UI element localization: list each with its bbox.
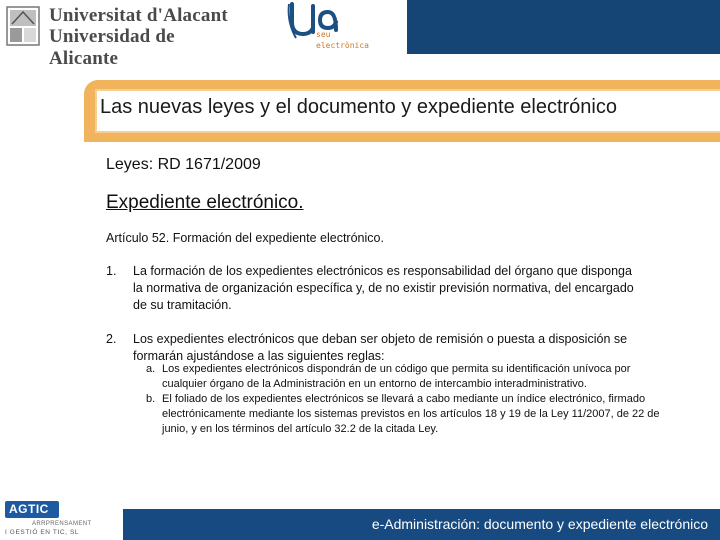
footer-text: e-Administración: documento y expediente electrónico	[371, 516, 708, 532]
header-blue-bar	[407, 0, 720, 54]
list-item	[106, 263, 696, 317]
university-shield-icon	[6, 6, 40, 46]
text-line: la normativa de organización específica y, de no existir previsión normativa, del encargado	[133, 281, 634, 295]
article-title: Artículo 52. Formación del expediente electrónico.	[106, 231, 384, 245]
sub-list-item-text	[162, 362, 630, 392]
list-item-number: 2.	[106, 332, 117, 346]
list-item-text	[133, 331, 627, 365]
sub-list-item	[146, 392, 716, 437]
text-line: Los expedientes electrónicos dispondrán de un código que permita su identificación unívoca por	[162, 363, 631, 375]
text-line: de su tramitación.	[133, 298, 232, 312]
sub-list-item	[146, 362, 706, 392]
text-line: cualquier órgano de la Administración en un entorno de intercambio interadministrativo.	[162, 378, 587, 390]
list-item	[106, 331, 696, 365]
text-line: electrónicamente mediante los sistemas previstos en los artículos 18 y 19 de la Ley 11/2007, de 22 de	[162, 408, 660, 420]
laws-line: Leyes: RD 1671/2009	[106, 156, 261, 173]
agtic-tagline-1: ARRPRENSAMENT	[32, 521, 92, 527]
header	[0, 0, 720, 69]
university-name-valencian: Universitat d'Alacant	[49, 5, 228, 26]
text-line: La formación de los expedientes electrónicos es responsabilidad del órgano que disponga	[133, 264, 632, 278]
footer-bar	[123, 509, 720, 540]
agtic-name: AGTIC	[9, 502, 49, 516]
text-line: junio, y en los términos del artículo 32.2 de la citada Ley.	[162, 423, 439, 435]
text-line: Los expedientes electrónicos que deban ser objeto de remisión o puesta a disposición se	[133, 332, 628, 346]
section-subheading: Expediente electrónico.	[106, 192, 304, 213]
ua-logo-mark-icon	[286, 0, 342, 44]
university-logo	[0, 0, 240, 69]
agtic-tagline-2: I GESTIÓ EN TIC, SL	[5, 529, 80, 536]
electronica-label: electrònica	[316, 41, 369, 50]
sub-list-item-text	[162, 392, 660, 437]
slide-title: Las nuevas leyes y el documento y expediente electrónico	[100, 96, 617, 118]
university-name-spanish: Universidad de Alicante	[49, 26, 175, 69]
sub-list-item-letter: b.	[146, 393, 156, 405]
agtic-logo	[0, 498, 120, 540]
sub-list-item-letter: a.	[146, 363, 156, 375]
seu-electronica-logo	[284, 0, 394, 54]
text-line: El foliado de los expedientes electrónicos se llevará a cabo mediante un índice electrónico, firmado	[162, 393, 646, 405]
list-item-number: 1.	[106, 264, 117, 278]
text-line: formarán ajustándose a las siguientes reglas:	[133, 349, 385, 363]
list-item-text	[133, 263, 634, 314]
seu-label: seu	[316, 30, 331, 39]
